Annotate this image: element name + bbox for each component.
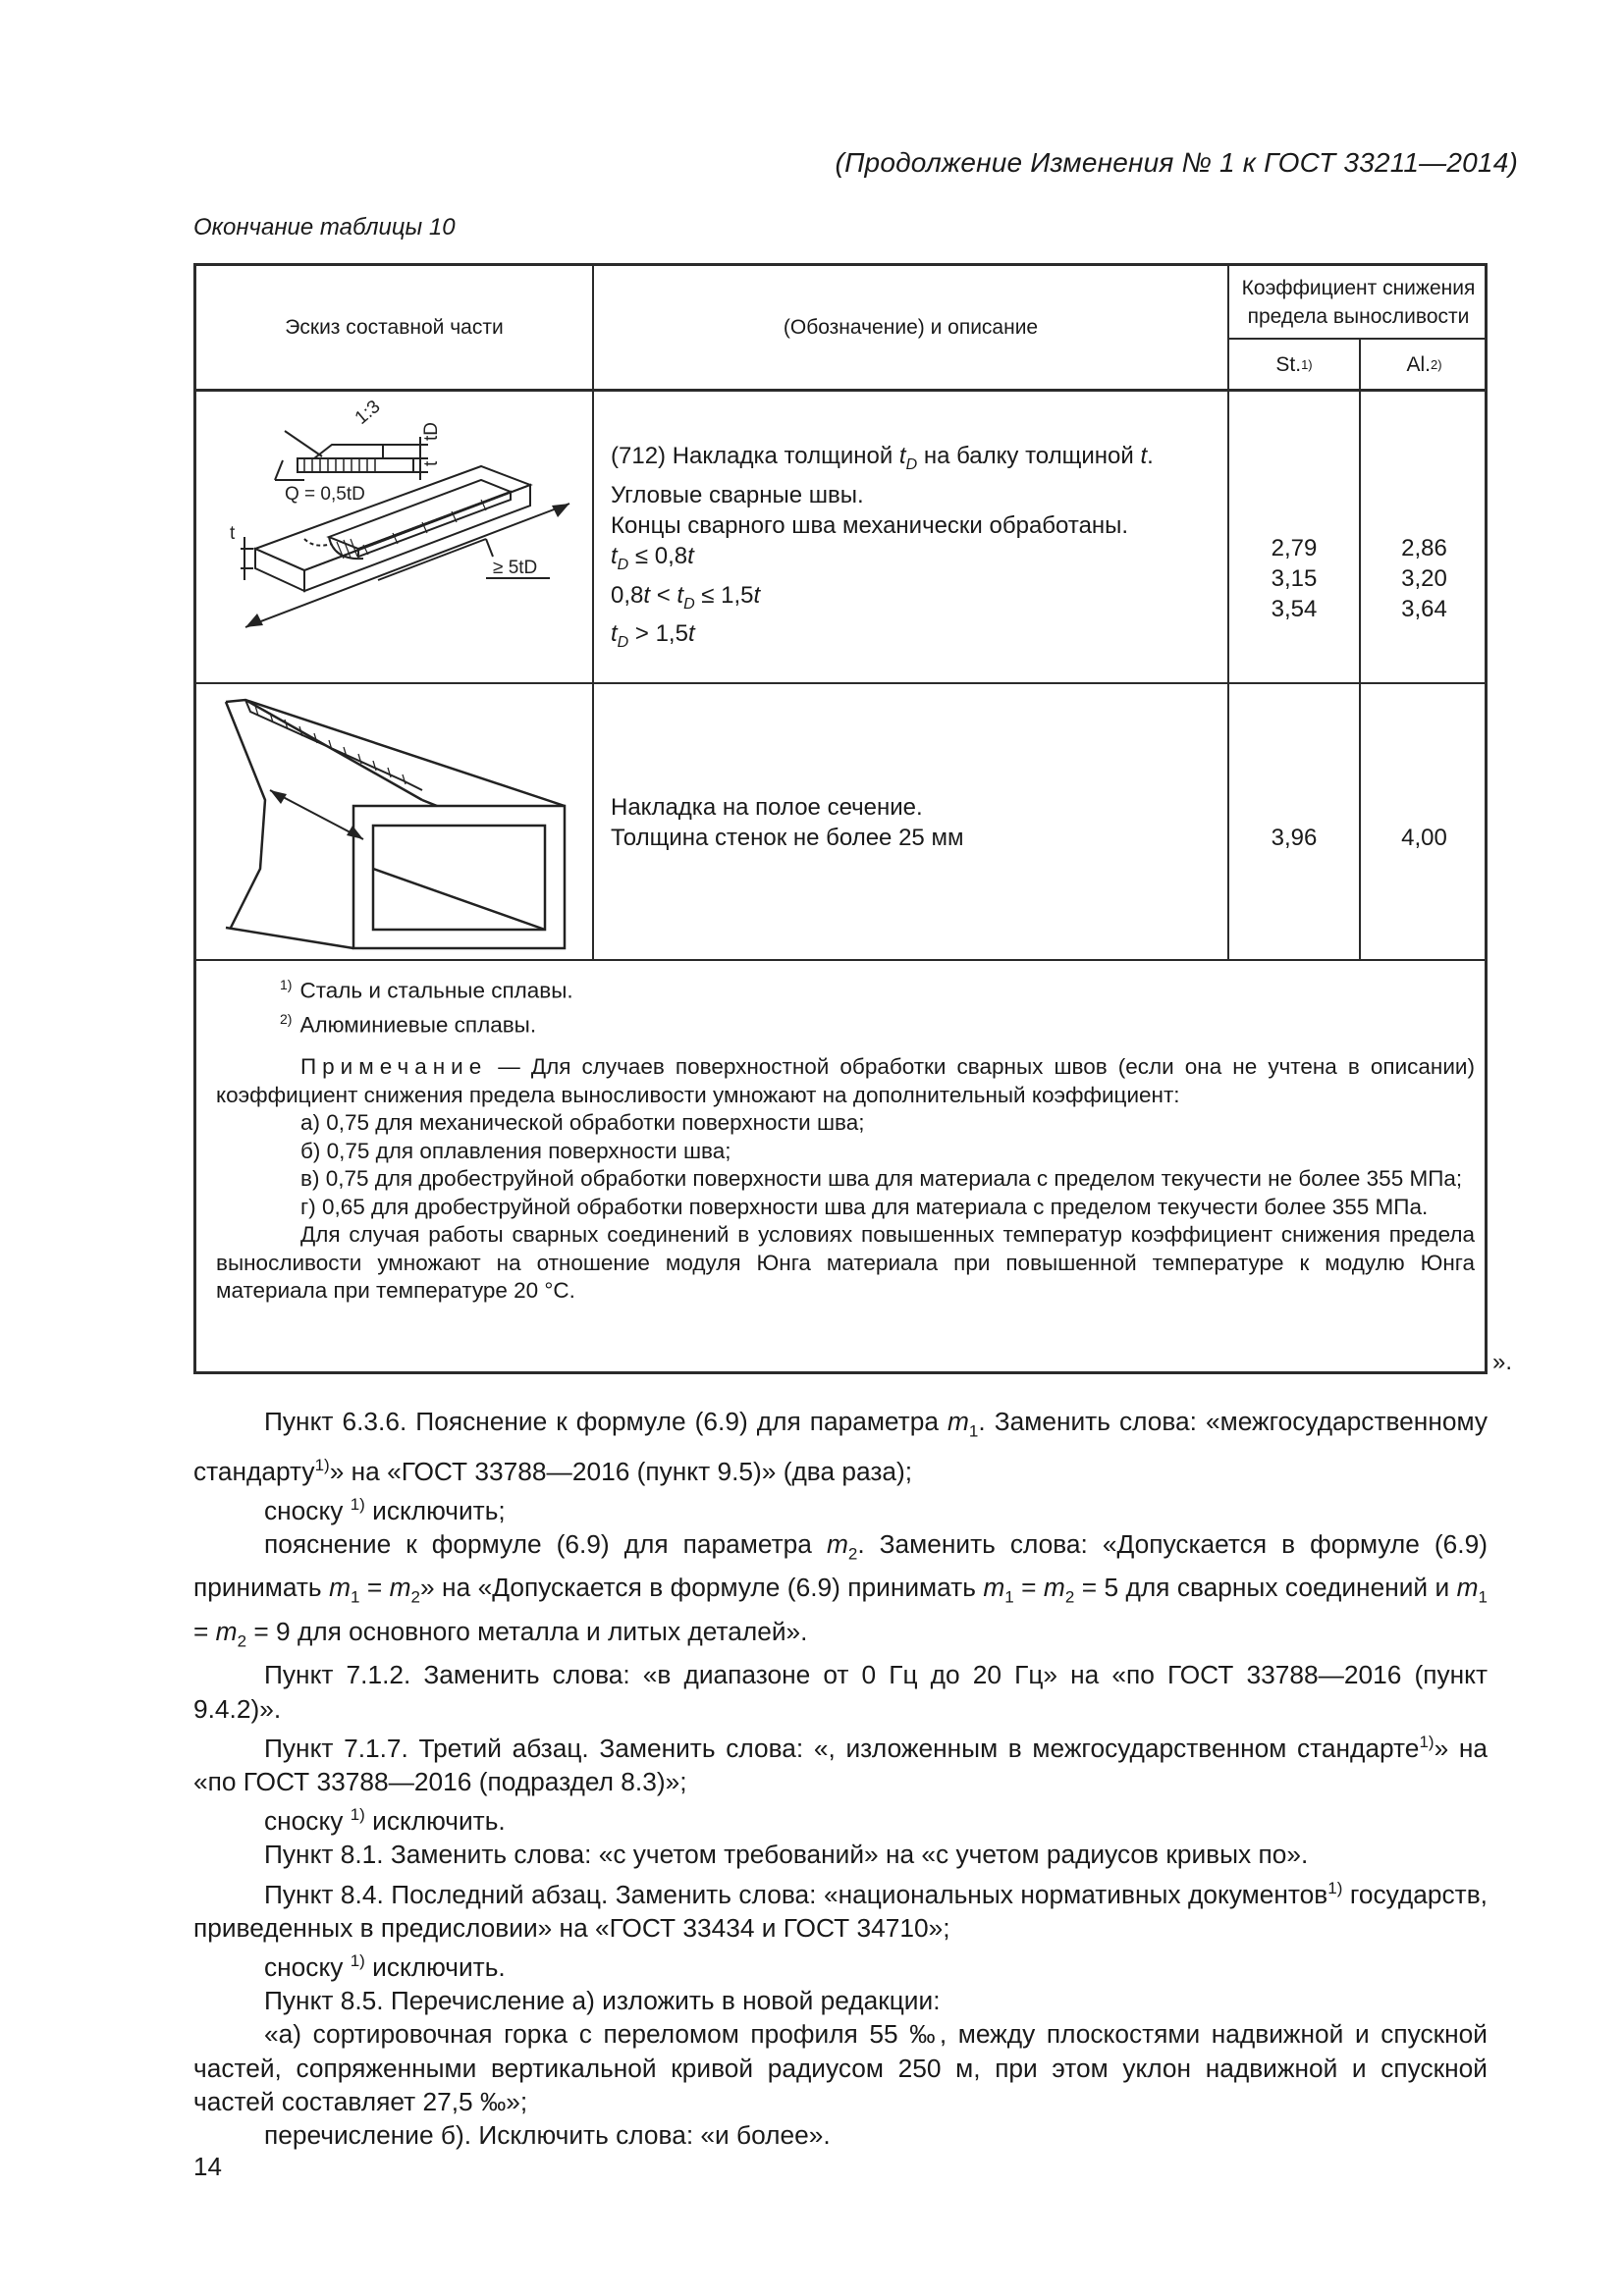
note-item-a: а) 0,75 для механической обработки поверхности шва; (300, 1110, 865, 1135)
paragraph-8-5-a: «а) сортировочная горка с переломом профиля 55 ‰, между плоскостями надвижной и спускной частей, сопряженными вертикальной кривой радиусом 250 м, при этом уклон надвижной и спускной частей составляет 27,5 ‰»; (193, 2019, 1488, 2116)
paragraph-footnote-1: сноску $^{1)}$ исключить; (264, 1494, 506, 1525)
note-temperature: Для случая работы сварных соединений в условиях повышенных температур коэффициент снижения предела выносливости умножают на отношение модуля Юнга материала при повышенной температуре к модулю Юнга материала при температуре 20 °С. (216, 1222, 1475, 1303)
amendment-text (193, 1405, 1488, 2153)
row1-st-values: 2,79 3,15 3,54 (1271, 535, 1318, 622)
running-title: (Продолжение Изменения № 1 к ГОСТ 33211—2014) (835, 147, 1518, 178)
row2-description: Накладка на полое сечение. Толщина стенок не более 25 мм (611, 794, 964, 851)
table-10 (193, 263, 1488, 1374)
header-sketch: Эскиз составной части (285, 316, 504, 339)
note-item-c: в) 0,75 для дробеструйной обработки поверхности шва для материала с пределом текучести не более 355 МПа; (300, 1166, 1463, 1191)
paragraph-7-1-2: Пункт 7.1.2. Заменить слова: «в диапазоне от 0 Гц до 20 Гц» на «по ГОСТ 33788—2016 (пункт 9.4.2)». (193, 1660, 1488, 1724)
header-description: (Обозначение) и описание (783, 316, 1039, 339)
row2-al-value: 4,00 (1401, 825, 1447, 851)
paragraph-8-1: Пункт 8.1. Заменить слова: «с учетом требований» на «с учетом радиусов кривых по». (264, 1840, 1309, 1870)
paragraph-m2: пояснение к формуле (6.9) для параметра $m_2$. Заменить слова: «Допускается в формуле (6.9) принимать $m_1 = m_2$» на «Допускается в формуле (6.9) принимать $m_1 = m_2 = 5$ для сварных соединений и $m_1 = m_2 = 9$ для основного металла и литых деталей». (193, 1528, 1488, 1651)
sketch-label-q: Q = 0,5tD (285, 484, 365, 505)
note-item-d: г) 0,65 для дробеструйной обработки поверхности шва для материала с пределом текучести более 355 МПа. (300, 1194, 1429, 1219)
note-intro: Примечание — Для случаев поверхностной обработки сварных швов (если она не учтена в описании) коэффициент снижения предела выносливости умножают на дополнительный коэффициент: (216, 1054, 1475, 1107)
table-notes (216, 971, 1475, 1306)
table-caption: Окончание таблицы 10 (193, 214, 456, 240)
paragraph-6-3-6: Пункт 6.3.6. Пояснение к формуле (6.9) для параметра $m_1$. Заменить слова: «межгосударственному стандарту$^{1)}$» на «ГОСТ 33788—2016 (пункт 9.5)» (два раза); (193, 1407, 1488, 1486)
paragraph-footnote-2: сноску $^{1)}$ исключить. (264, 1805, 506, 1837)
sketch-label-t-side: t (230, 523, 236, 544)
paragraph-8-4: Пункт 8.4. Последний абзац. Заменить слова: «национальных нормативных документов$^{1)}$ государств, приведенных в предисловии» на «ГОСТ 33434 и ГОСТ 34710»; (193, 1878, 1488, 1943)
sketch-label-t-small: t (421, 460, 442, 466)
header-st: St. 1) (1275, 352, 1313, 376)
hollow-section-sketch (226, 692, 579, 952)
footnote-1: $^{1)}$ Сталь и стальные сплавы. (280, 977, 573, 1003)
row1-al-values: 2,86 3,20 3,64 (1401, 535, 1447, 622)
paragraph-8-5-b: перечисление б). Исключить слова: «и более». (264, 2120, 831, 2151)
row2-st-value: 3,96 (1271, 825, 1318, 851)
closing-quote: ». (1492, 1349, 1513, 1375)
sketch-label-td: tD (421, 422, 442, 441)
header-coefficient: Коэффициент снижения предела выносливости (1241, 276, 1476, 328)
row1-description: (712) Накладка толщиной $t_D$ на балку толщиной t. Угловые сварные швы. Концы сварного шва механически обработаны. $t_D \le 0,8t$ $0,8t < t_D \le 1,5t$ $t_D > 1,5t$ (611, 443, 1154, 652)
header-al: Al. 2) (1406, 352, 1442, 376)
paragraph-8-5: Пункт 8.5. Перечисление а) изложить в новой редакции: (264, 1986, 941, 2016)
page-number: 14 (193, 2152, 222, 2181)
paragraph-7-1-7: Пункт 7.1.7. Третий абзац. Заменить слова: «, изложенным в межгосударственном стандарте$^{1)}$» на «по ГОСТ 33788—2016 (подраздел 8.3)»; (193, 1732, 1488, 1796)
footnote-2: $^{2)}$ Алюминиевые сплавы. (280, 1011, 537, 1038)
note-item-b: б) 0,75 для оплавления поверхности шва; (300, 1138, 731, 1163)
sketch-label-length: ≥ 5tD (493, 558, 538, 578)
sketch-label-slope: 1:3 (351, 396, 385, 429)
cover-plate-beam-sketch (230, 396, 579, 671)
paragraph-footnote-3: сноску $^{1)}$ исключить. (264, 1950, 506, 1982)
